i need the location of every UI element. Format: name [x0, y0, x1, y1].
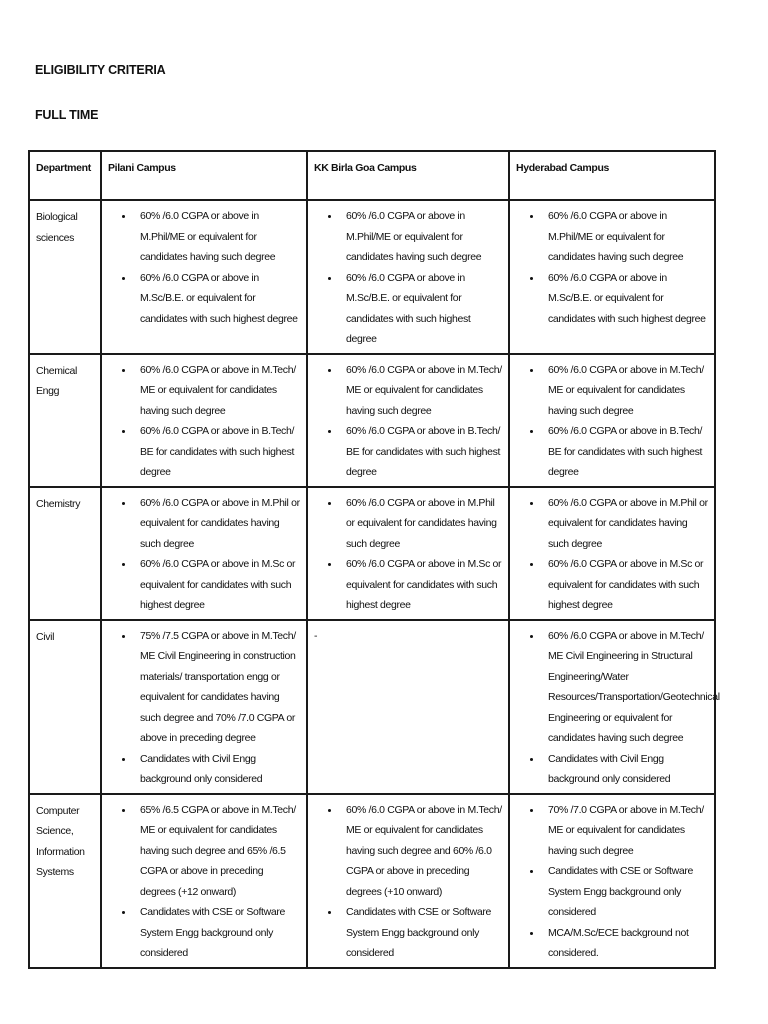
criteria-item: • 60% /6.0 CGPA or above in B.Tech/ BE for candidates with such highest degree: [340, 421, 502, 483]
criteria-item: • 70% /7.0 CGPA or above in M.Tech/ ME or equivalent for candidates having such degree: [542, 800, 708, 862]
criteria-item: • 60% /6.0 CGPA or above in B.Tech/ BE for candidates with such highest degree: [134, 421, 300, 483]
criteria-cell-pilani: [101, 200, 307, 354]
criteria-cell-goa: [307, 354, 509, 487]
criteria-list: [314, 493, 502, 616]
department-cell: Biological sciences: [29, 200, 101, 354]
criteria-item: • 60% /6.0 CGPA or above in M.Sc or equivalent for candidates with such highest degree: [340, 554, 502, 616]
table-row: [29, 487, 715, 620]
criteria-list: [516, 626, 720, 790]
criteria-item: • 60% /6.0 CGPA or above in M.Tech/ ME or equivalent for candidates having such degree: [340, 360, 502, 422]
criteria-item: • 65% /6.5 CGPA or above in M.Tech/ ME or equivalent for candidates having such degree and 65% /6.5 CGPA or above in preceding degrees (+12 onward): [134, 800, 300, 903]
criteria-cell-pilani: [101, 620, 307, 794]
criteria-list: [516, 800, 708, 964]
criteria-list: [314, 206, 502, 350]
criteria-cell-hyderabad: [509, 354, 715, 487]
department-cell: Chemical Engg: [29, 354, 101, 487]
section-heading-eligibility: ELIGIBILITY CRITERIA: [35, 63, 166, 77]
criteria-item: • 60% /6.0 CGPA or above in M.Tech/ ME Civil Engineering in Structural Engineering/Water Resources/Transportation/Geotechnical Engineering or equivalent for candidates having such degree: [542, 626, 708, 749]
criteria-cell-hyderabad: [509, 794, 715, 968]
criteria-list: [314, 360, 502, 483]
criteria-cell-pilani: [101, 794, 307, 968]
criteria-cell-goa: [307, 487, 509, 620]
table-row: [29, 794, 715, 968]
criteria-list: [516, 206, 708, 329]
criteria-list: [108, 800, 300, 964]
criteria-item: • 75% /7.5 CGPA or above in M.Tech/ ME Civil Engineering in construction materials/ transportation engg or equivalent for candidates having such degree and 70% /7.0 CGPA or above in preceding degree: [134, 626, 300, 749]
criteria-list: [108, 206, 300, 329]
criteria-list: [108, 626, 300, 790]
criteria-item: • Candidates with CSE or Software System Engg background only considered: [542, 861, 708, 923]
criteria-list: [516, 493, 708, 616]
criteria-item: • 60% /6.0 CGPA or above in M.Sc or equivalent for candidates with such highest degree: [134, 554, 300, 616]
criteria-item: • 60% /6.0 CGPA or above in M.Sc/B.E. or equivalent for candidates with such highest degree: [340, 268, 502, 350]
criteria-cell-hyderabad: [509, 200, 715, 354]
department-cell: Computer Science, Information Systems: [29, 794, 101, 968]
table-row: [29, 200, 715, 354]
criteria-list: [516, 360, 708, 483]
header-department: Department: [29, 151, 101, 200]
criteria-item: • MCA/M.Sc/ECE background not considered.: [542, 923, 708, 964]
criteria-list: [108, 360, 300, 483]
department-cell: Chemistry: [29, 487, 101, 620]
criteria-item: • 60% /6.0 CGPA or above in B.Tech/ BE for candidates with such highest degree: [542, 421, 708, 483]
table-row: [29, 354, 715, 487]
criteria-cell-goa: -: [307, 620, 509, 794]
eligibility-table: [28, 150, 720, 969]
criteria-item: • 60% /6.0 CGPA or above in M.Tech/ ME or equivalent for candidates having such degree: [542, 360, 708, 422]
criteria-cell-goa: [307, 200, 509, 354]
header-hyderabad-campus: Hyderabad Campus: [509, 151, 715, 200]
criteria-cell-goa: [307, 794, 509, 968]
criteria-cell-pilani: [101, 487, 307, 620]
department-cell: Civil: [29, 620, 101, 794]
criteria-item: • 60% /6.0 CGPA or above in M.Phil/ME or equivalent for candidates having such degree: [134, 206, 300, 268]
criteria-list: [314, 800, 502, 964]
table-row: [29, 620, 715, 794]
criteria-item: • 60% /6.0 CGPA or above in M.Phil or equivalent for candidates having such degree: [542, 493, 708, 555]
table-header-row: [29, 151, 715, 200]
header-pilani-campus: Pilani Campus: [101, 151, 307, 200]
criteria-item: • 60% /6.0 CGPA or above in M.Phil or equivalent for candidates having such degree: [340, 493, 502, 555]
criteria-list: [108, 493, 300, 616]
criteria-item: • Candidates with CSE or Software System Engg background only considered: [134, 902, 300, 964]
criteria-item: • 60% /6.0 CGPA or above in M.Tech/ ME or equivalent for candidates having such degree: [134, 360, 300, 422]
criteria-item: • 60% /6.0 CGPA or above in M.Tech/ ME or equivalent for candidates having such degree and 60% /6.0 CGPA or above in preceding degrees (+10 onward): [340, 800, 502, 903]
criteria-item: • Candidates with Civil Engg background only considered: [542, 749, 708, 790]
header-goa-campus: KK Birla Goa Campus: [307, 151, 509, 200]
criteria-item: • 60% /6.0 CGPA or above in M.Sc or equivalent for candidates with such highest degree: [542, 554, 708, 616]
criteria-item: • 60% /6.0 CGPA or above in M.Phil/ME or equivalent for candidates having such degree: [340, 206, 502, 268]
criteria-cell-hyderabad: [509, 620, 720, 794]
criteria-item: • Candidates with Civil Engg background only considered: [134, 749, 300, 790]
criteria-cell-hyderabad: [509, 487, 715, 620]
criteria-item: • 60% /6.0 CGPA or above in M.Sc/B.E. or equivalent for candidates with such highest degree: [134, 268, 300, 330]
criteria-item: • 60% /6.0 CGPA or above in M.Phil or equivalent for candidates having such degree: [134, 493, 300, 555]
criteria-item: • 60% /6.0 CGPA or above in M.Sc/B.E. or equivalent for candidates with such highest degree: [542, 268, 708, 330]
table-body: [29, 200, 720, 968]
criteria-item: • 60% /6.0 CGPA or above in M.Phil/ME or equivalent for candidates having such degree: [542, 206, 708, 268]
criteria-item: • Candidates with CSE or Software System Engg background only considered: [340, 902, 502, 964]
section-heading-full-time: FULL TIME: [35, 108, 99, 122]
criteria-cell-pilani: [101, 354, 307, 487]
